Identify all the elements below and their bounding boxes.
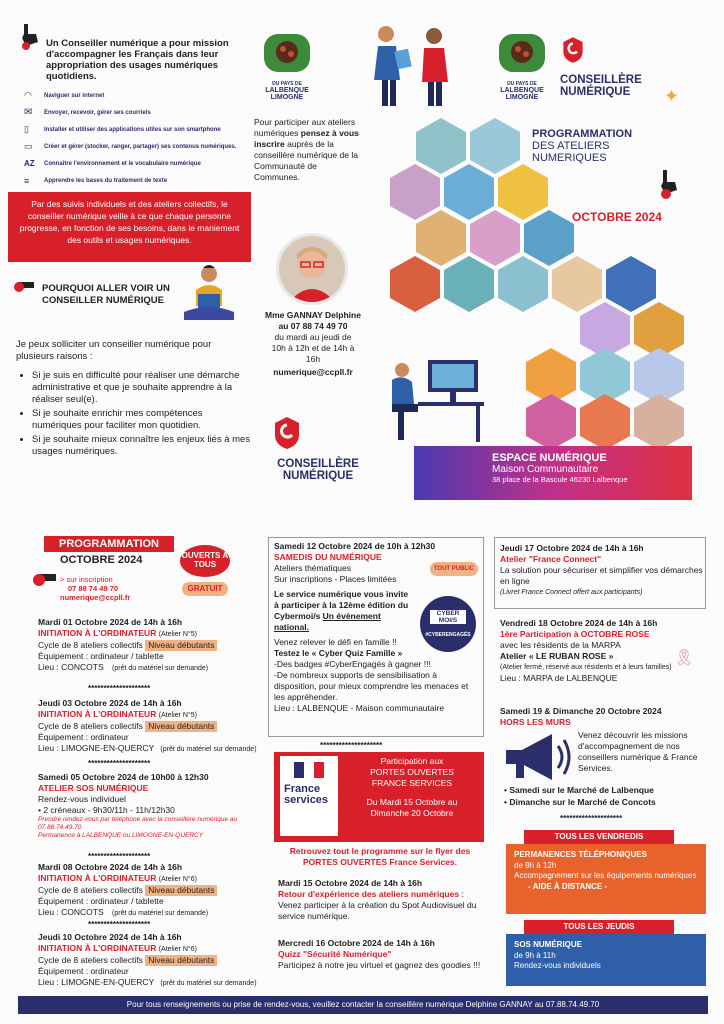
level-badge: Niveau débutants <box>145 885 217 896</box>
conseillere-logo-icon <box>272 415 302 451</box>
fs-retrouvez: Retrouvez tout le programme sur le flyer des PORTES OUVERTES France Services. <box>289 846 471 867</box>
separator: ******************** <box>88 920 151 929</box>
why-title: POURQUOI ALLER VOIR UN CONSEILLER NUMÉRIQUE <box>42 283 170 306</box>
month-title: OCTOBRE 2024 <box>572 210 662 224</box>
task-item: ◠ Naviguer sur internet <box>24 90 105 100</box>
task-item: ≡ Apprendre les bases du traitement de texte <box>24 175 168 186</box>
separator: ******************** <box>320 741 383 750</box>
list-item: • Si je suis en difficulté pour réaliser une démarche administrative et que je souhaite apprendre à la réaliser seul(e). <box>32 370 252 406</box>
folder-icon: ▭ <box>24 141 33 151</box>
event-item: Jeudi 10 Octobre 2024 de 14h à 16h INITIATION À L'ORDINATEUR (Atelier N°6) Cycle de 8 ateliers collectifs Niveau débutants Équipement : ordinateur Lieu : LIMOGNE-EN-QUERCY (prêt du matériel sur demande) <box>38 932 257 987</box>
event-item: Mardi 01 Octobre 2024 de 14h à 16h INITIATION À L'ORDINATEUR (Atelier N°5) Cycle de 8 ateliers collectifs Niveau débutants Équipement : ordinateur / tablette Lieu : CONCOTS (prêt du matériel sur demande) <box>38 617 258 674</box>
list-item: • Samedi sur le Marché de Lalbenque <box>504 785 654 795</box>
separator: ******************** <box>88 759 151 768</box>
list-item: • Si je souhaite mieux connaître les enjeux liés à mes usages numériques. <box>32 434 252 458</box>
photo-hex <box>390 164 440 220</box>
photo-hex <box>470 210 520 266</box>
france-services-logo: France services <box>280 756 338 836</box>
photo-hex <box>416 210 466 266</box>
photo-hex <box>470 118 520 174</box>
france-services-text: Participation aux PORTES OUVERTES FRANCE SERVICES Du Mardi 15 Octobre au Dimanche 20 Octobre <box>366 756 458 818</box>
photo-hex <box>524 210 574 266</box>
conseillere-logo-icon <box>561 35 585 65</box>
separator: ******************** <box>560 814 623 823</box>
level-badge: Niveau débutants <box>145 955 217 966</box>
event-item: Mardi 15 Octobre 2024 de 14h à 16h Retour d'expérience des ateliers numériques : Venez participer à la création du Spot Audiovisuel du service numérique. <box>278 878 477 921</box>
hand-pointer-icon <box>12 276 36 296</box>
photo-hex <box>444 256 494 312</box>
jeudis-tab: TOUS LES JEUDIS <box>524 920 674 934</box>
flag-icon <box>294 762 324 778</box>
prog-title: PROGRAMMATION DES ATELIERS NUMERIQUES <box>532 128 633 164</box>
doc-icon: ≡ <box>24 175 30 186</box>
event-item: Samedi 19 & Dimanche 20 Octobre 2024 HORS LES MURS <box>500 706 662 727</box>
hand-pointer-icon <box>655 168 681 200</box>
program-tab: PROGRAMMATION <box>44 536 174 552</box>
phone-icon: ▯ <box>24 124 29 134</box>
person-laptop-illustration <box>176 262 242 324</box>
photo-hex <box>390 256 440 312</box>
task-item: AZ Connaître l'environnement et le vocabulaire numérique <box>24 159 201 168</box>
task-list <box>24 87 254 189</box>
samedis-content: Samedi 12 Octobre 2024 de 10h à 12h30 SAMEDIS DU NUMÉRIQUE Ateliers thématiques Sur inscriptions - Places limitées Le service numérique vous invite à participer à la 12ème édition du Cybermoi/s Un évènement national. Venez relever le défi en famille !! Testez le « Cyber Quiz Famille » -Des badges #CyberEngagés à gagner !!! -De nombreux supports de sensibilisation à disposition, pour mieux comprendre les menaces et les appréhender. Lieu : LALBENQUE - Maison communautaire <box>274 541 469 713</box>
tout-public-badge: TOUT PUBLIC <box>430 562 478 576</box>
photo-hex <box>444 164 494 220</box>
list-item: • Dimanche sur le Marché de Concots <box>504 797 656 807</box>
vendredis-tab: TOUS LES VENDREDIS <box>524 830 674 844</box>
contact-email[interactable]: numerique@ccpll.fr <box>273 367 353 377</box>
cybermois-badge: CYBER MOI/S #CYBERENGAGÉS <box>420 596 476 652</box>
separator: ******************** <box>88 852 151 861</box>
sparkle-icon: ✦ <box>664 86 680 106</box>
list-item: • Si je souhaite enrichir mes compétences numériques pour faciliter mon quotidien. <box>32 408 252 432</box>
photo-hex <box>580 394 630 450</box>
ccpll-logo: DU PAYS DE LALBENQUE LIMOGNE <box>258 30 316 102</box>
red-banner: Par des suivis individuels et des ateliers collectifs, le conseiller numérique veille à ce que chaque personne progresse, en fonction de ses besoins, dans le maniement des outils et usages numériques. <box>8 192 251 262</box>
avatar <box>276 233 348 305</box>
separator: ******************** <box>88 684 151 693</box>
hors-les-murs-text: Venez découvrir les missions d'accompagnement de nos conseillers numérique & France Services. <box>578 730 698 773</box>
registration-info: > sur inscription 07 88 74 49 70 numerique@ccpll.fr <box>60 575 131 602</box>
megaphone-icon <box>500 728 574 786</box>
photo-hex <box>634 394 684 450</box>
event-item: Samedi 05 Octobre 2024 de 10h00 à 12h30 ATELIER SOS NUMÉRIQUE Rendez-vous individuel • 2 créneaux - 9h30/11h - 11h/12h30 Prendre rendez-vous par téléphone avec la conseillère numérique au 07.88.74.49.70 Permanence à LALBENQUE ou LIMOGNE-EN-QUERCY <box>38 772 238 839</box>
contact-block: Mme GANNAY Delphine au 07 88 74 49 70 du mardi au jeudi de 10h à 12h et de 14h à 16h numerique@ccpll.fr <box>248 310 378 378</box>
brand-text: CONSEILLÈRE NUMÉRIQUE <box>277 458 359 482</box>
az-icon: AZ <box>24 159 35 168</box>
hm-list <box>504 784 708 808</box>
invite-text: Pour participer aux ateliers numériques pensez à vous inscrire auprès de la conseillère numérique de la Communauté de Communes. <box>254 117 359 182</box>
photo-hex <box>526 394 576 450</box>
people-illustration <box>356 20 466 110</box>
task-item: ▭ Créer et gérer (stocker, ranger, partager) ses contenus numériques. <box>24 141 237 151</box>
event-item: Mardi 08 Octobre 2024 de 14h à 16h INITIATION À L'ORDINATEUR (Atelier N°6) Cycle de 8 ateliers collectifs Niveau débutants Équipement : ordinateur / tablette Lieu : CONCOTS (prêt du matériel sur demande) <box>38 862 258 919</box>
wifi-icon: ◠ <box>24 90 32 100</box>
open-to-all-badge: OUVERTS À TOUS <box>180 545 230 577</box>
espace-banner: ESPACE NUMÉRIQUE Maison Communautaire 38 place de la Bascule 46230 Lalbenque <box>414 446 692 500</box>
level-badge: Niveau débutants <box>145 721 217 732</box>
task-item: ▯ Installer et utiliser des applications utiles sur son smartphone <box>24 124 221 134</box>
hand-pointer-icon <box>18 22 42 50</box>
desk-illustration <box>378 348 488 446</box>
intro-text: Un Conseiller numérique a pour mission d'accompagner les Français dans leur appropriation des usages numériques quotidiens. <box>46 38 229 82</box>
task-item: ✉ Envoyer, recevoir, gérer ses courriels <box>24 107 151 118</box>
vendredis-box: PERMANENCES TÉLÉPHONIQUES de 9h à 12h Accompagnement sur les équipements numériques - AIDE À DISTANCE - <box>506 844 706 914</box>
free-badge: GRATUIT <box>182 582 228 596</box>
photo-hex <box>498 256 548 312</box>
jeudis-box: SOS NUMÉRIQUE de 9h à 11h Rendez-vous individuels <box>506 934 706 986</box>
mail-icon: ✉ <box>24 107 33 118</box>
event-item: Jeudi 17 Octobre 2024 de 14h à 16h Atelier "France Connect" La solution pour sécuriser et simplifier vos démarches en ligne (Livret France Connect offert aux participants) <box>500 543 703 596</box>
footer-bar: Pour tous renseignements ou prise de rendez-vous, veuillez contacter la conseillère numérique Delphine GANNAY au 07.88.74.49.70 <box>18 996 708 1014</box>
why-list <box>16 370 252 458</box>
photo-hex <box>416 118 466 174</box>
pink-ribbon-icon: 🎗 <box>674 650 695 667</box>
brand-text: CONSEILLÈRE NUMÉRIQUE <box>560 74 642 98</box>
event-item: Jeudi 03 Octobre 2024 de 14h à 16h INITIATION À L'ORDINATEUR (Atelier N°5) Cycle de 8 ateliers collectifs Niveau débutants Équipement : ordinateur Lieu : LIMOGNE-EN-QUERCY (prêt du matériel sur demande) <box>38 698 257 753</box>
photo-hex <box>498 164 548 220</box>
ccpll-logo: DU PAYS DE LALBENQUE LIMOGNE <box>493 30 551 102</box>
program-month: OCTOBRE 2024 <box>60 554 143 566</box>
level-badge: Niveau débutants <box>145 640 217 651</box>
photo-hex <box>552 256 602 312</box>
event-item: Vendredi 18 Octobre 2024 de 14h à 16h 1ère Participation à OCTOBRE ROSE avec les résidents de la MARPA Atelier « LE RUBAN ROSE » (Atelier fermé, réservé aux résidents et à leurs familles) Lieu : MARPA de LALBENQUE <box>500 618 672 683</box>
hand-pointer-icon <box>30 568 58 590</box>
event-item: Mercredi 16 Octobre 2024 de 14h à 16h Quizz "Sécurité Numérique" Participez à notre jeu virtuel et gagnez des goodies !!! <box>278 938 481 970</box>
why-lead: Je peux solliciter un conseiller numérique pour plusieurs raisons : <box>16 339 212 362</box>
photo-hex <box>606 256 656 312</box>
